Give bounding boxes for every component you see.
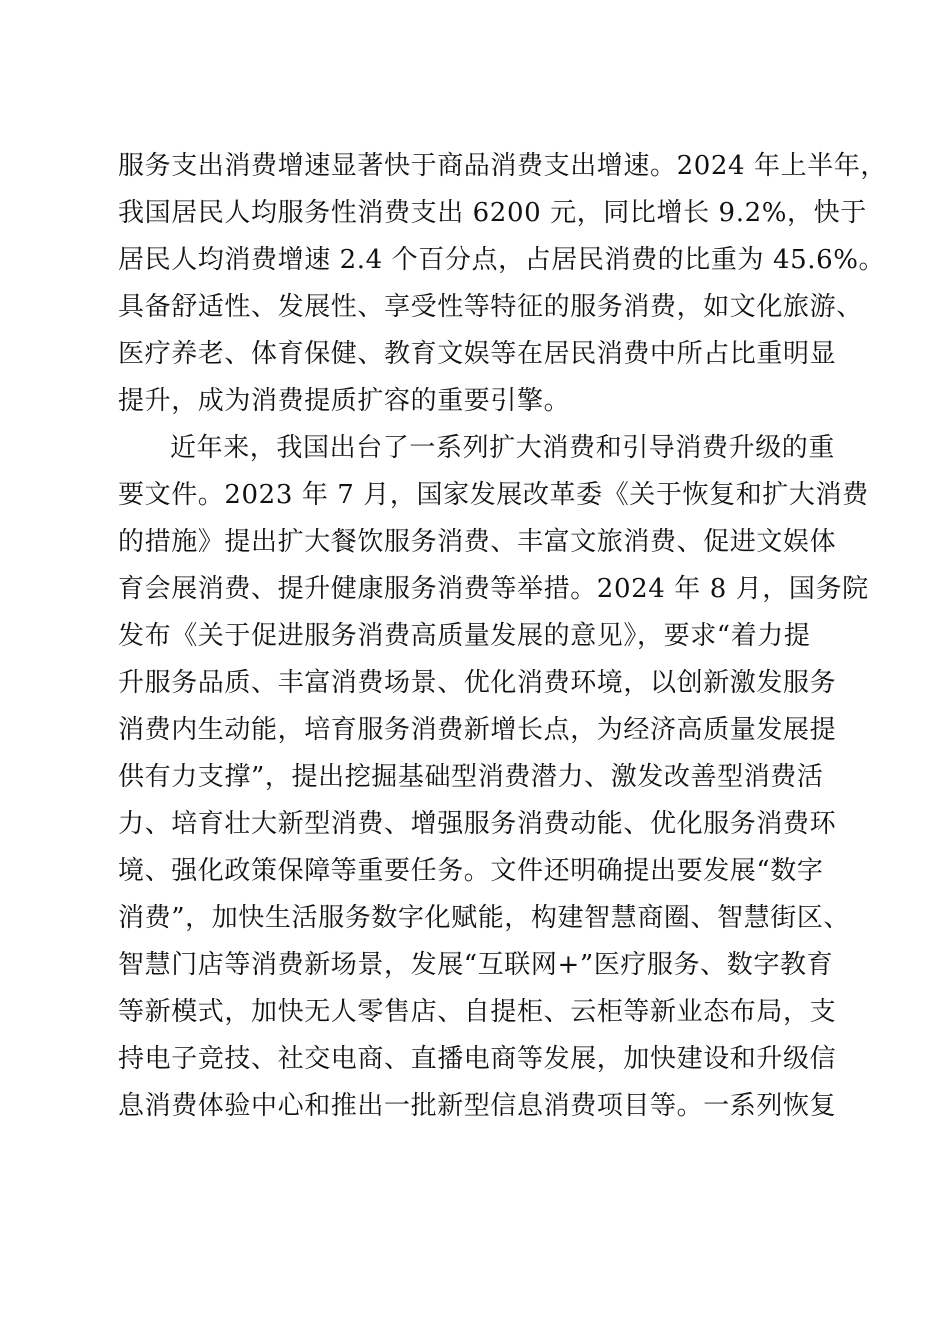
text-line-3: 居民人均消费增速 2.4 个百分点，占居民消费的比重为 45.6%。 <box>118 245 886 275</box>
text-line-9: 的措施》提出扩大餐饮服务消费、丰富文旅消费、促进文娱体 <box>118 527 837 557</box>
text-line-21: 息消费体验中心和推出一批新型信息消费项目等。一系列恢复 <box>118 1091 837 1121</box>
text-line-10: 育会展消费、提升健康服务消费等举措。2024 年 8 月，国务院 <box>118 574 869 604</box>
text-line-14: 供有力支撑”，提出挖掘基础型消费潜力、激发改善型消费活 <box>118 762 824 792</box>
text-line-17: 消费”，加快生活服务数字化赋能，构建智慧商圈、智慧街区、 <box>118 903 851 933</box>
text-line-11: 发布《关于促进服务消费高质量发展的意见》，要求“着力提 <box>118 621 811 651</box>
text-line-2: 我国居民人均服务性消费支出 6200 元，同比增长 9.2%，快于 <box>118 198 867 228</box>
text-line-6: 提升，成为消费提质扩容的重要引擎。 <box>118 386 571 416</box>
text-line-16: 境、强化政策保障等重要任务。文件还明确提出要发展“数字 <box>118 856 824 886</box>
text-line-15: 力、培育壮大新型消费、增强服务消费动能、优化服务消费环 <box>118 809 837 839</box>
text-line-8: 要文件。2023 年 7 月，国家发展改革委《关于恢复和扩大消费 <box>118 480 869 510</box>
text-line-19: 等新模式，加快无人零售店、自提柜、云柜等新业态布局，支 <box>118 997 837 1027</box>
text-line-13: 消费内生动能，培育服务消费新增长点，为经济高质量发展提 <box>118 715 837 745</box>
text-line-1: 服务支出消费增速显著快于商品消费支出增速。2024 年上半年， <box>118 151 888 181</box>
text-line-18: 智慧门店等消费新场景，发展“互联网+”医疗服务、数字教育 <box>118 950 834 980</box>
text-line-12: 升服务品质、丰富消费场景、优化消费环境，以创新激发服务 <box>118 668 837 698</box>
body-text <box>118 143 888 1130</box>
paragraph-2-first-line: 近年来，我国出台了一系列扩大消费和引导消费升级的重 <box>170 433 836 463</box>
text-line-4: 具备舒适性、发展性、享受性等特征的服务消费，如文化旅游、 <box>118 292 863 322</box>
text-line-5: 医疗养老、体育保健、教育文娱等在居民消费中所占比重明显 <box>118 339 837 369</box>
text-line-20: 持电子竞技、社交电商、直播电商等发展，加快建设和升级信 <box>118 1044 837 1074</box>
